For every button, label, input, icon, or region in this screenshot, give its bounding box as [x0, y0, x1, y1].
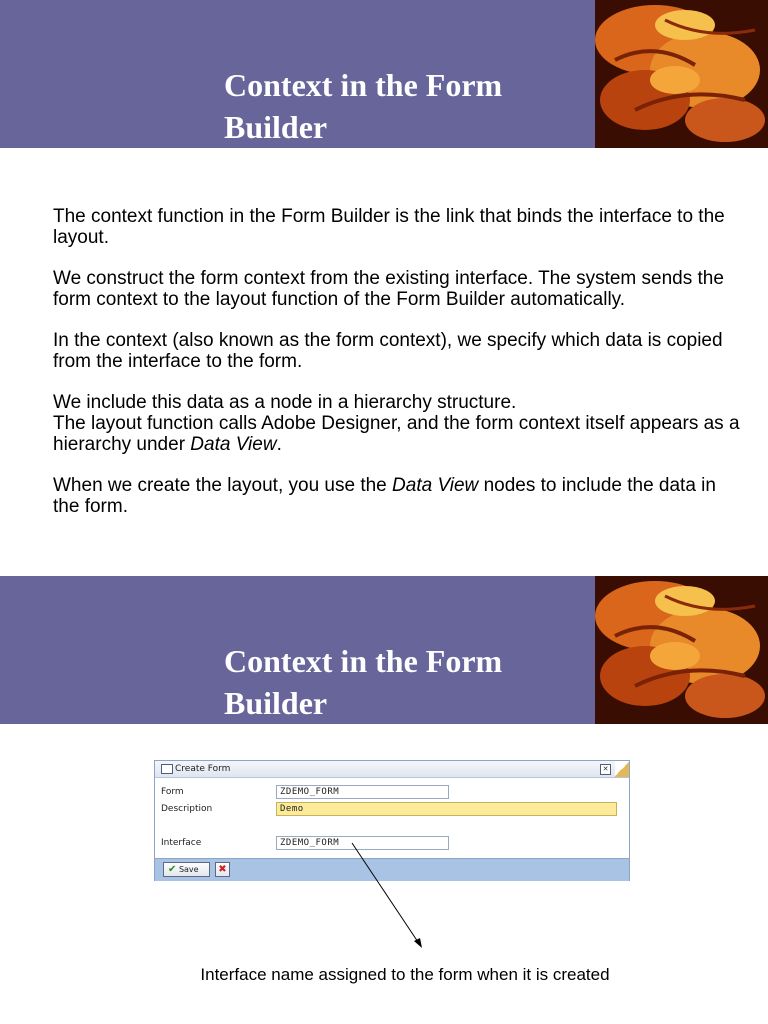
description-label: Description	[161, 804, 213, 814]
dialog-titlebar	[155, 761, 629, 778]
paragraph-2: We construct the form context from the existing interface. The system sends the form context to the layout function of the Form Builder automatically.	[53, 268, 724, 310]
hands-image	[595, 0, 768, 148]
create-form-dialog	[154, 760, 630, 881]
slide2-header	[0, 576, 768, 724]
save-button-label: Save	[178, 865, 199, 874]
form-name-field[interactable]: ZDEMO_FORM	[276, 785, 449, 799]
paragraph-3: In the context (also known as the form context), we specify which data is copied from the interface to the form.	[53, 330, 723, 372]
slide2-title: Context in the Form Builder	[224, 643, 503, 721]
dialog-title: Create Form	[175, 764, 231, 774]
dialog-icon	[161, 764, 173, 774]
form-label: Form	[161, 787, 184, 797]
interface-field[interactable]: ZDEMO_FORM	[276, 836, 449, 850]
hands-image	[595, 576, 768, 724]
paragraph-1: The context function in the Form Builder is the link that binds the interface to the layout.	[53, 206, 725, 248]
save-button[interactable]	[163, 862, 210, 877]
corner-decoration	[615, 761, 629, 777]
slide1-body	[53, 206, 743, 537]
close-icon[interactable]: ✕	[600, 764, 611, 775]
slide1-header	[0, 0, 768, 148]
dialog-footer	[155, 858, 629, 881]
paragraph-5: The layout function calls Adobe Designer, and the form context itself appears as a hierarchy under Data View.	[53, 413, 740, 455]
interface-label: Interface	[161, 838, 202, 848]
caption: Interface name assigned to the form when it is created	[200, 965, 610, 984]
checkmark-icon: ✔	[168, 864, 177, 875]
cancel-x-icon[interactable]: ✖	[215, 862, 230, 877]
paragraph-4: We include this data as a node in a hierarchy structure.	[53, 392, 517, 413]
description-field[interactable]: Demo	[276, 802, 617, 816]
paragraph-6: When we create the layout, you use the Data View nodes to include the data in the form.	[53, 475, 716, 517]
slide1-title: Context in the Form Builder	[224, 67, 503, 145]
